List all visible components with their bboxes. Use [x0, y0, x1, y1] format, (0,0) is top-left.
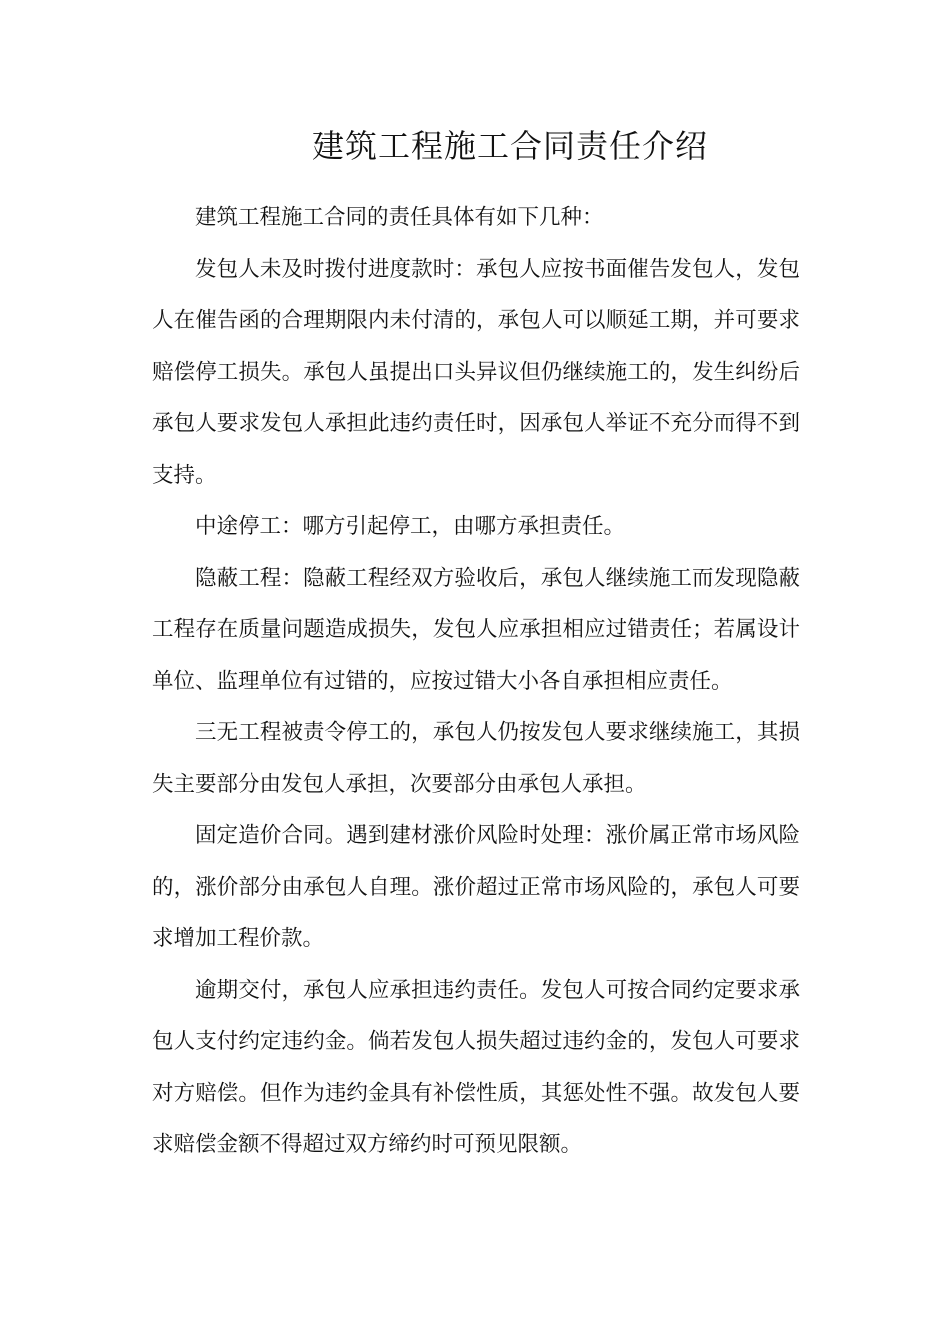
paragraph-fixed-price-contract: 固定造价合同。遇到建材涨价风险时处理：涨价属正常市场风险的，涨价部分由承包人自理。涨价超过正常市场风险的，承包人可要求增加工程价款。: [152, 823, 800, 951]
paragraph-progress-payment: 发包人未及时拨付进度款时：承包人应按书面催告发包人，发包人在催告函的合理期限内未付清的，承包人可以顺延工期，并可要求赔偿停工损失。承包人虽提出口头异议但仍继续施工的，发生纠纷后承包人要求发包人承担此违约责任时，因承包人举证不充分而得不到支持。: [152, 256, 800, 488]
paragraph-concealed-works: 隐蔽工程：隐蔽工程经双方验收后，承包人继续施工而发现隐蔽工程存在质量问题造成损失，发包人应承担相应过错责任；若属设计单位、监理单位有过错的，应按过错大小各自承担相应责任。: [152, 565, 800, 694]
paragraph-intro: 建筑工程施工合同的责任具体有如下几种：: [195, 205, 604, 230]
document-title: 建筑工程施工合同责任介绍: [311, 127, 708, 165]
paragraph-work-stoppage: 中途停工：哪方引起停工，由哪方承担责任。: [195, 514, 626, 539]
paragraph-unlicensed-project: 三无工程被责令停工的，承包人仍按发包人要求继续施工，其损失主要部分由发包人承担，次要部分由承包人承担。: [152, 720, 800, 797]
document-body: [152, 192, 800, 1171]
paragraph-late-delivery: 逾期交付，承包人应承担违约责任。发包人可按合同约定要求承包人支付约定违约金。倘若发包人损失超过违约金的，发包人可要求对方赔偿。但作为违约金具有补偿性质，其惩处性不强。故发包人要求赔偿金额不得超过双方缔约时可预见限额。: [152, 977, 800, 1157]
